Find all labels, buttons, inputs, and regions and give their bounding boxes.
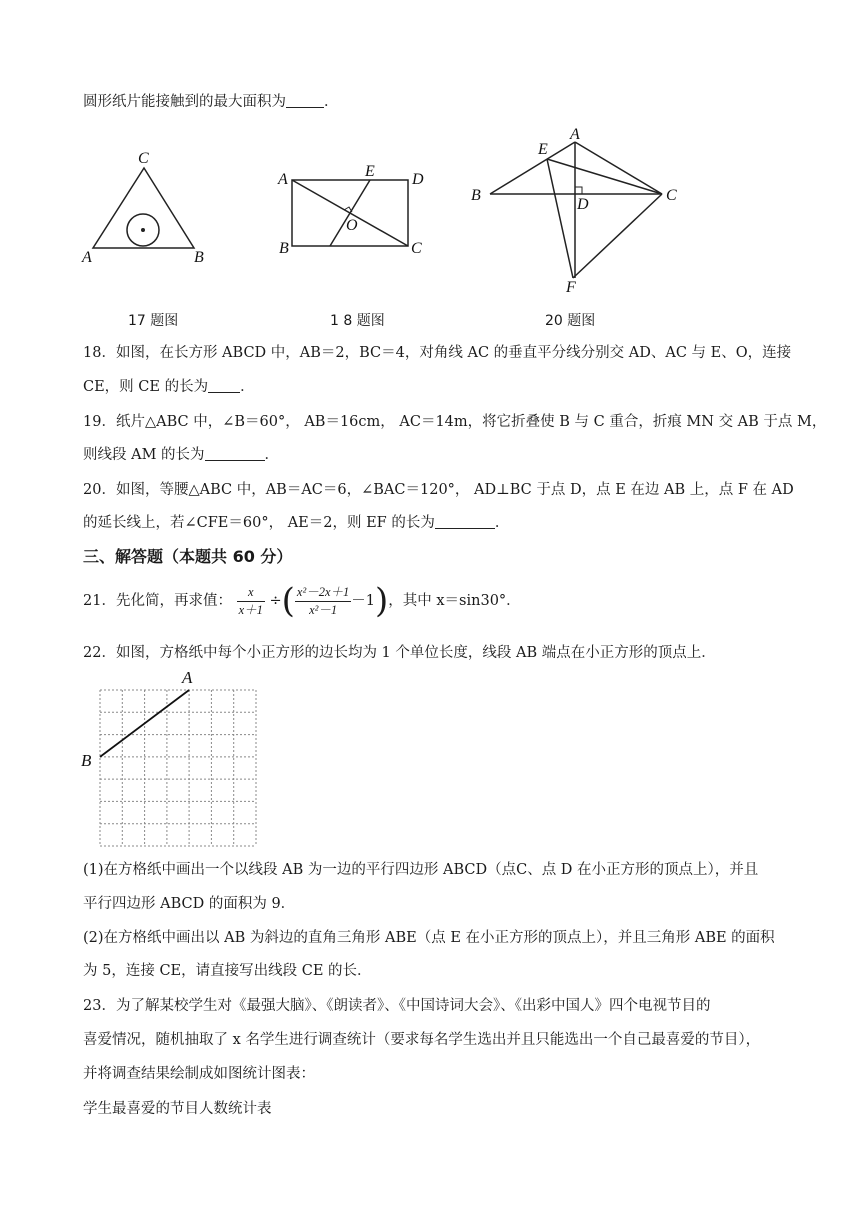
q22-part1-line1: (1)在方格纸中画出一个以线段 AB 为一边的平行四边形 ABCD（点C、点 D 在小正方形的顶点上），并且 bbox=[83, 862, 759, 878]
label-a: A bbox=[570, 126, 580, 143]
answer-blank bbox=[205, 446, 265, 461]
label-b: B bbox=[81, 751, 92, 770]
q22-part1-line2: 平行四边形 ABCD 的面积为 9． bbox=[83, 896, 296, 912]
q18-line2: CE，则 CE 的长为 ． bbox=[83, 379, 255, 395]
label-a: A bbox=[278, 171, 288, 188]
figure-20-triangle bbox=[468, 126, 698, 296]
figure-18-rectangle bbox=[278, 160, 438, 260]
label-a: A bbox=[182, 668, 193, 687]
answer-blank bbox=[286, 93, 324, 108]
caption-fig18: 1 8 题图 bbox=[330, 313, 385, 329]
q17-continuation: 圆形纸片能接触到的最大面积为 ． bbox=[83, 94, 339, 110]
label-c: C bbox=[666, 187, 677, 204]
q21-line: 21．先化简，再求值： $\frac{x}{x+1}$ ÷( $\frac{\text{x²－2x＋1}}{\text{x²－1}}$ －1)，其中 x＝sin30°． bbox=[83, 581, 521, 621]
caption-fig20: 20 题图 bbox=[545, 313, 596, 329]
q23-table-title: 学生最喜爱的节目人数统计表 bbox=[83, 1101, 272, 1117]
q19-line2: 则线段 AM 的长为 ． bbox=[83, 447, 280, 463]
q23-line3: 并将调查结果绘制成如图统计图表： bbox=[83, 1066, 315, 1082]
q22-stem: 22．如图，方格纸中每个小正方形的边长均为 1 个单位长度，线段 AB 端点在小正方形的顶点上． bbox=[83, 645, 716, 661]
label-b: B bbox=[194, 249, 204, 266]
q18-line1: 18．如图，在长方形 ABCD 中，AB＝2，BC＝4，对角线 AC 的垂直平分线分别交 AD、AC 与 E、O，连接 bbox=[83, 345, 792, 361]
answer-blank bbox=[435, 514, 495, 529]
label-o: O bbox=[346, 217, 358, 234]
section-3-heading: 三、解答题（本题共 60 分） bbox=[83, 547, 293, 566]
answer-blank bbox=[208, 378, 240, 393]
figure-17-triangle bbox=[80, 148, 220, 268]
q20-line1: 20．如图，等腰△ABC 中，AB＝AC＝6，∠BAC＝120°， AD⊥BC 于点 D，点 E 在边 AB 上，点 F 在 AD bbox=[83, 482, 794, 498]
fraction-2: $\frac{\text{x²－2x＋1}}{\text{x²－1}}$ bbox=[296, 584, 350, 617]
fraction-1: $\frac{x}{x+1}$ bbox=[238, 584, 263, 617]
q22-part2-line1: (2)在方格纸中画出以 AB 为斜边的直角三角形 ABE（点 E 在小正方形的顶点上），并且三角形 ABE 的面积 bbox=[83, 930, 775, 946]
label-b: B bbox=[279, 240, 289, 257]
label-d: D bbox=[577, 196, 589, 213]
label-c: C bbox=[138, 150, 149, 167]
label-e: E bbox=[538, 141, 548, 158]
label-d: D bbox=[412, 171, 424, 188]
figure-22-grid bbox=[78, 668, 278, 858]
q22-part2-line2: 为 5，连接 CE，请直接写出线段 CE 的长． bbox=[83, 963, 372, 979]
label-f: F bbox=[566, 279, 576, 296]
q23-line2: 喜爱情况，随机抽取了 x 名学生进行调查统计（要求每名学生选出并且只能选出一个自己最喜爱的节目）， bbox=[83, 1032, 761, 1048]
q23-line1: 23．为了解某校学生对《最强大脑》、《朗读者》、《中国诗词大会》、《出彩中国人》四个电视节目的 bbox=[83, 998, 711, 1014]
label-c: C bbox=[411, 240, 422, 257]
q17-text: 圆形纸片能接触到的最大面积为 bbox=[83, 94, 286, 110]
label-a: A bbox=[82, 249, 92, 266]
q20-line2: 的延长线上，若∠CFE＝60°， AE＝2，则 EF 的长为 ． bbox=[83, 515, 510, 531]
label-b: B bbox=[471, 187, 481, 204]
label-e: E bbox=[365, 163, 375, 180]
caption-fig17: 17 题图 bbox=[128, 313, 179, 329]
q19-line1: 19．纸片△ABC 中，∠B＝60°， AB＝16cm， AC＝14m，将它折叠使 B 与 C 重合，折痕 MN 交 AB 于点 M， bbox=[83, 414, 827, 430]
